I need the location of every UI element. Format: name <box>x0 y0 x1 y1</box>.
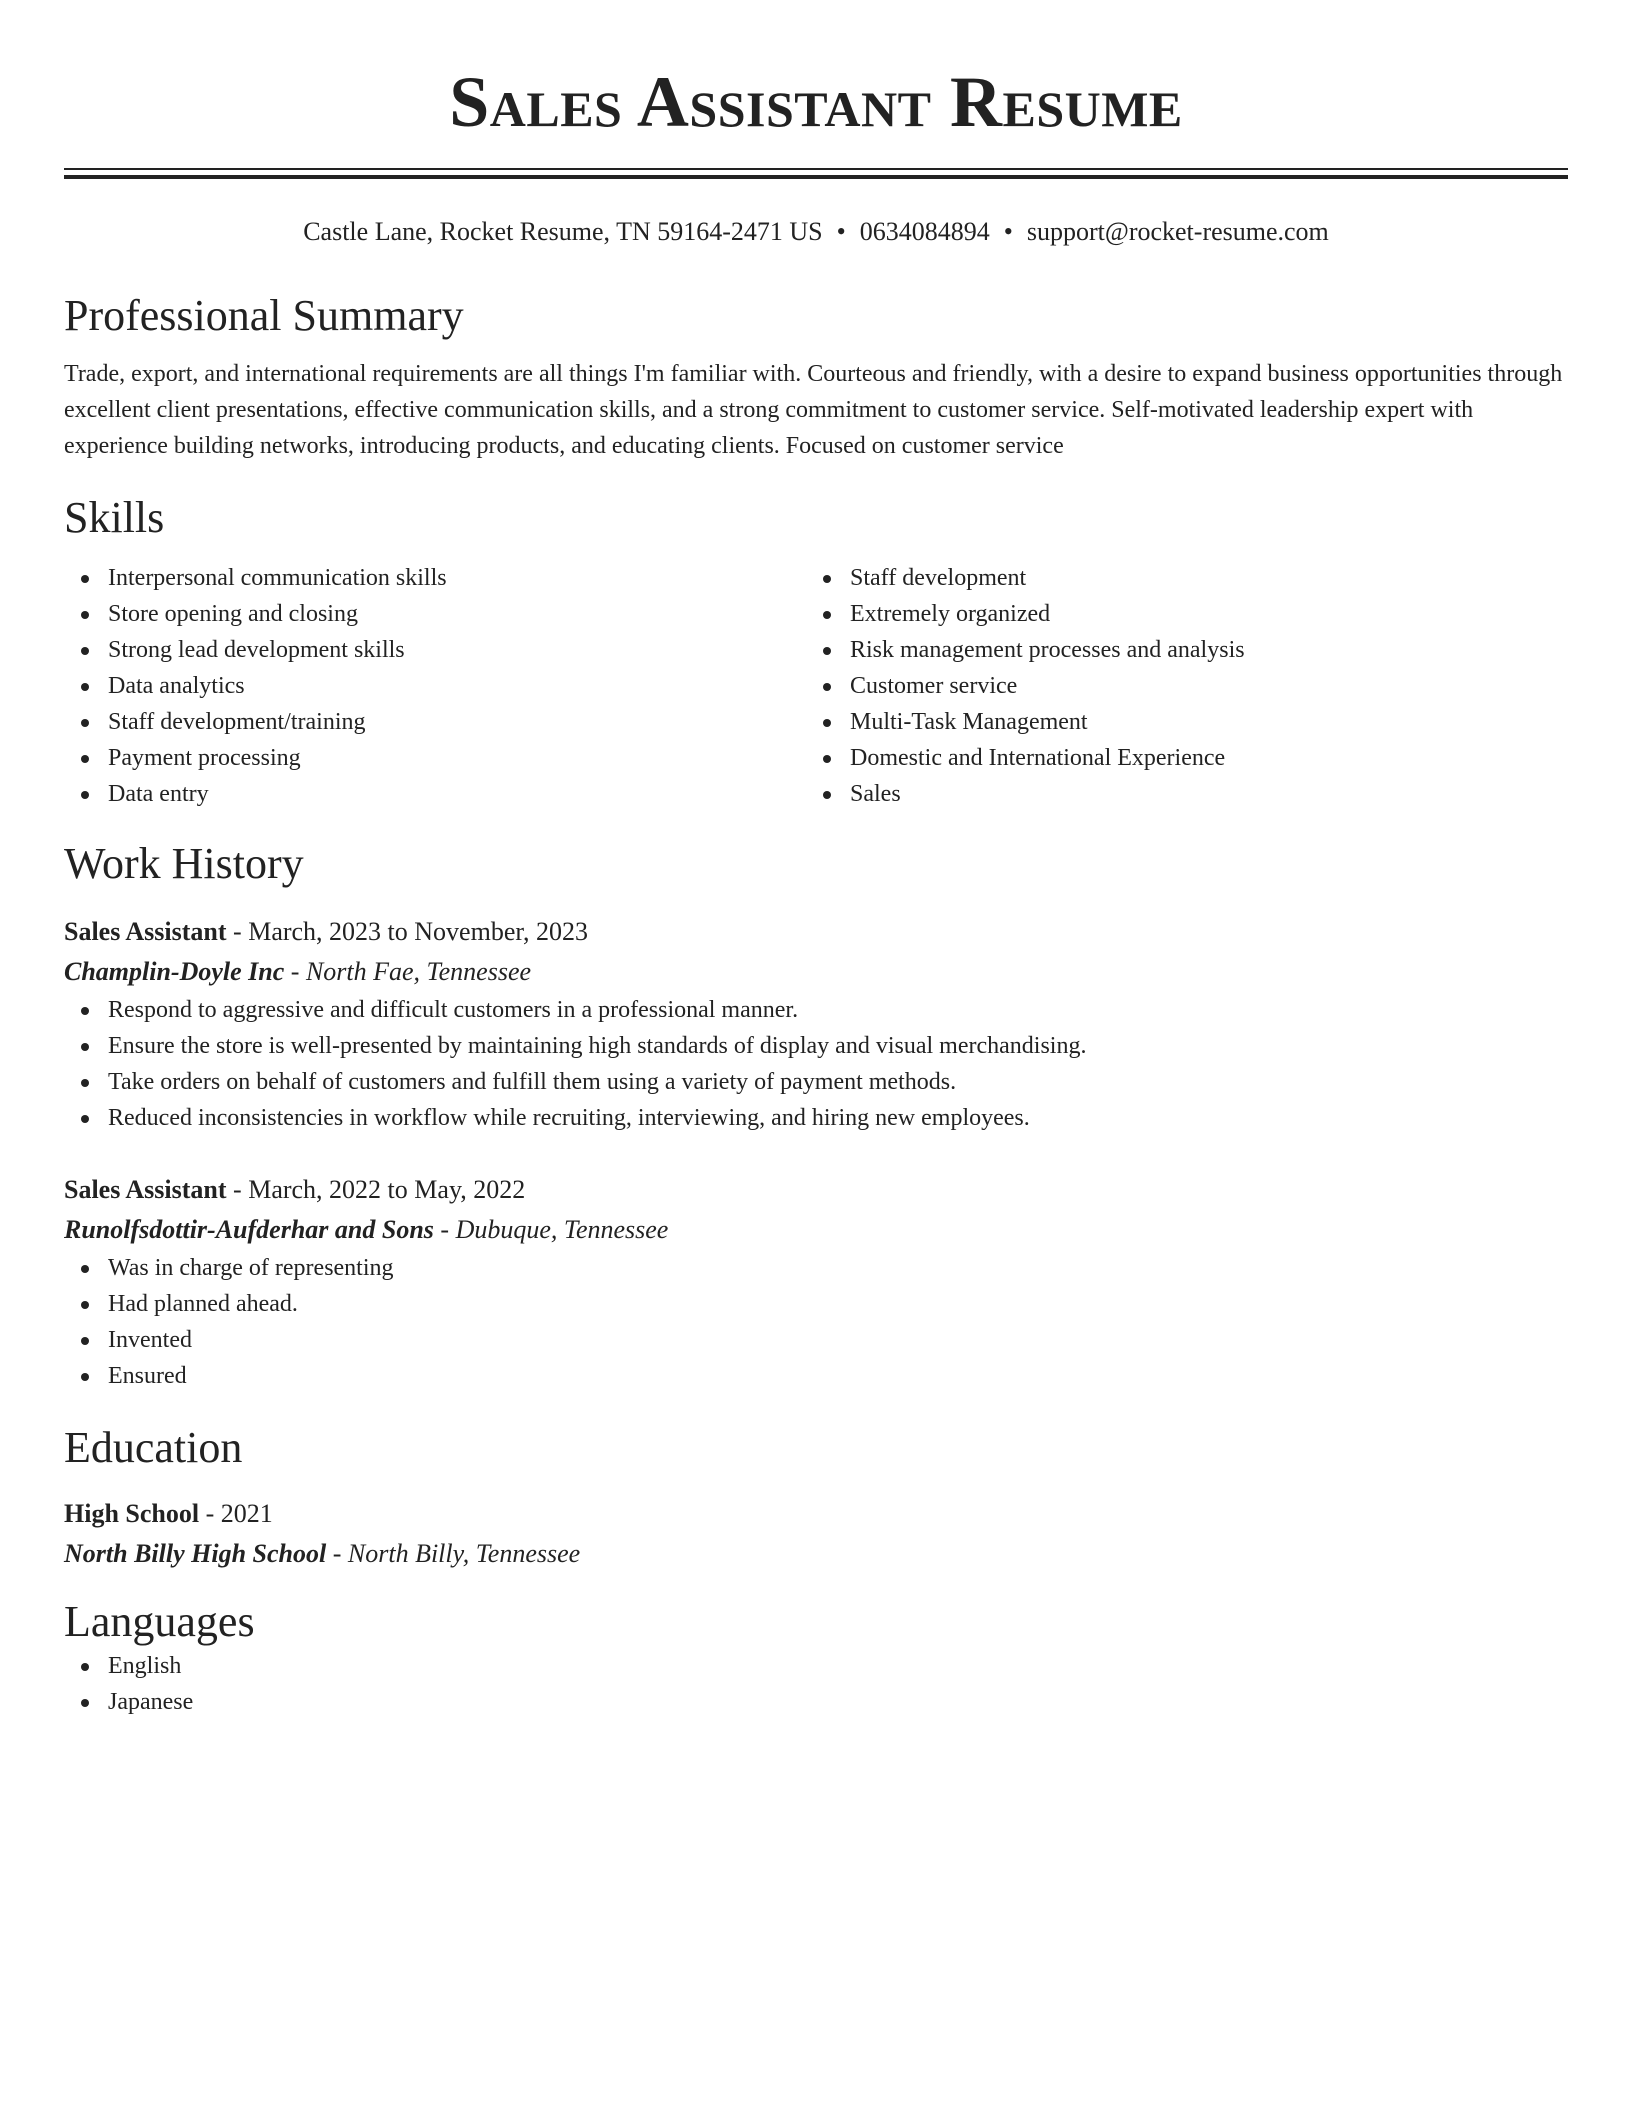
skill-item: Domestic and International Experience <box>806 740 1548 776</box>
company-name: Runolfsdottir-Aufderhar and Sons <box>64 1215 434 1244</box>
skill-item: Store opening and closing <box>64 596 806 632</box>
job-title: Sales Assistant <box>64 1175 227 1204</box>
skills-list-left <box>64 560 806 812</box>
job-entry <box>64 1170 1568 1394</box>
job-duty: Ensure the store is well-presented by maintaining high standards of display and visual merchandising. <box>64 1028 1568 1064</box>
school-location: - North Billy, Tennessee <box>326 1539 581 1568</box>
resume-page <box>64 0 1568 1720</box>
job-duty: Had planned ahead. <box>64 1286 1568 1322</box>
job-title-line <box>64 1170 1568 1210</box>
languages-heading: Languages <box>64 1597 255 1646</box>
language-item: English <box>64 1648 1568 1684</box>
contact-phone: 0634084894 <box>859 217 990 246</box>
contact-address: Castle Lane, Rocket Resume, TN 59164-2471 US <box>303 217 823 246</box>
skill-item: Strong lead development skills <box>64 632 806 668</box>
skills-list-right <box>806 560 1548 812</box>
job-title: Sales Assistant <box>64 917 227 946</box>
education-heading: Education <box>64 1423 243 1472</box>
skills-grid <box>64 560 1568 812</box>
school-name: North Billy High School <box>64 1539 327 1568</box>
contact-separator: • <box>1003 217 1013 246</box>
job-duty: Invented <box>64 1322 1568 1358</box>
skill-item: Payment processing <box>64 740 806 776</box>
skills-column-left <box>64 560 806 812</box>
contact-email: support@rocket-resume.com <box>1026 217 1329 246</box>
skill-item: Customer service <box>806 668 1548 704</box>
job-entry <box>64 912 1568 1136</box>
job-duty: Ensured <box>64 1358 1568 1394</box>
job-duty: Take orders on behalf of customers and fulfill them using a variety of payment methods. <box>64 1064 1568 1100</box>
company-location: - North Fae, Tennessee <box>284 957 532 986</box>
skills-heading: Skills <box>64 493 165 542</box>
languages-list <box>64 1648 1568 1720</box>
school-line <box>64 1534 1568 1574</box>
job-duties-list <box>64 1250 1568 1394</box>
job-duty: Was in charge of representing <box>64 1250 1568 1286</box>
skill-item: Extremely organized <box>806 596 1548 632</box>
job-dates: - March, 2022 to May, 2022 <box>226 1175 526 1204</box>
job-title-line <box>64 912 1568 952</box>
language-item: Japanese <box>64 1684 1568 1720</box>
work-history-heading: Work History <box>64 839 304 888</box>
degree: High School <box>64 1499 200 1528</box>
skill-item: Sales <box>806 776 1548 812</box>
contact-line <box>64 216 1568 248</box>
job-duties-list <box>64 992 1568 1136</box>
skills-column-right <box>806 560 1548 812</box>
job-duty: Respond to aggressive and difficult customers in a professional manner. <box>64 992 1568 1028</box>
contact-separator: • <box>836 217 846 246</box>
skill-item: Data entry <box>64 776 806 812</box>
skill-item: Multi-Task Management <box>806 704 1548 740</box>
skill-item: Staff development/training <box>64 704 806 740</box>
company-location: - Dubuque, Tennessee <box>433 1215 669 1244</box>
degree-line <box>64 1494 1568 1534</box>
skill-item: Interpersonal communication skills <box>64 560 806 596</box>
summary-text: Trade, export, and international requirements are all things I'm familiar with. Courteous and friendly, with a desire to expand business opportunities through excellent client presentations, effective communication skills, and a strong commitment to customer service. Self-motivated leadership expert with experience building networks, introducing products, and educating clients. Focused on customer service <box>64 361 1563 459</box>
page-title: Sales Assistant Resume <box>449 62 1183 142</box>
company-line <box>64 952 1568 992</box>
skill-item: Staff development <box>806 560 1548 596</box>
company-name: Champlin-Doyle Inc <box>64 957 285 986</box>
skill-item: Data analytics <box>64 668 806 704</box>
skill-item: Risk management processes and analysis <box>806 632 1548 668</box>
company-line <box>64 1210 1568 1250</box>
education-entry <box>64 1494 1568 1574</box>
graduation-year: - 2021 <box>199 1499 273 1528</box>
job-dates: - March, 2023 to November, 2023 <box>226 917 588 946</box>
title-divider <box>64 168 1568 170</box>
summary-heading: Professional Summary <box>64 291 464 340</box>
job-duty: Reduced inconsistencies in workflow while recruiting, interviewing, and hiring new employees. <box>64 1100 1568 1136</box>
